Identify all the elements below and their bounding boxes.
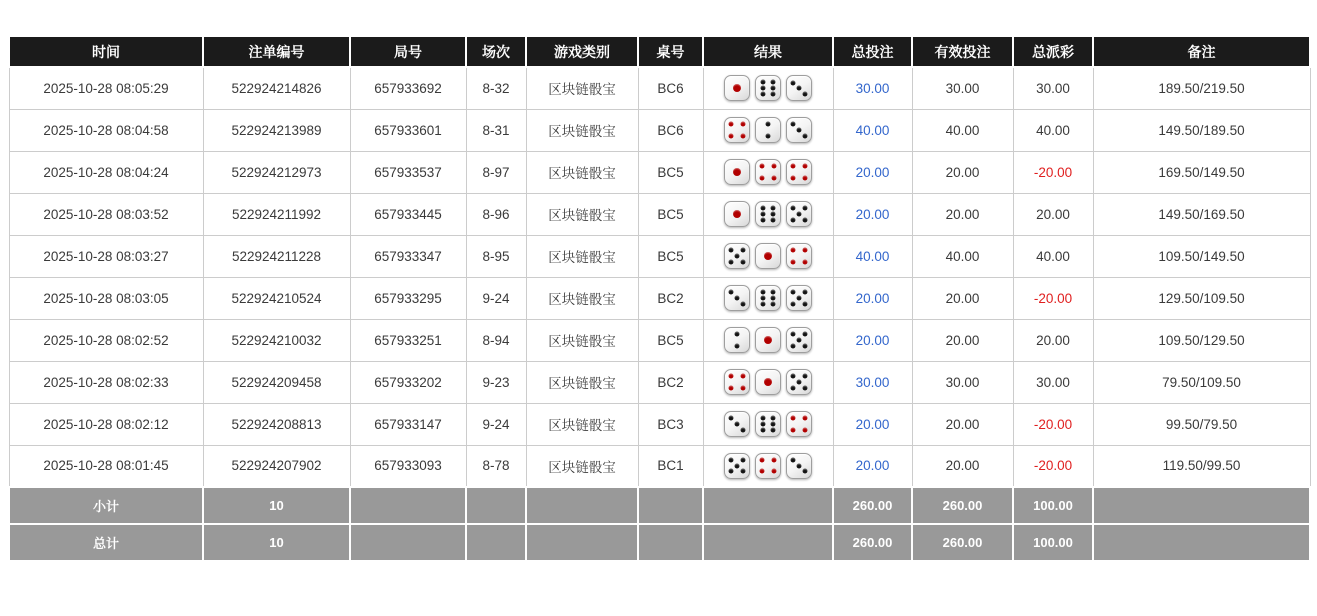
bet-no-cell: 522924211228: [203, 235, 350, 277]
subtotal-valid-bet: 260.00: [912, 487, 1013, 524]
valid-bet-cell: 20.00: [912, 277, 1013, 319]
game-type-cell: 区块链骰宝: [526, 403, 638, 445]
total-bet-cell[interactable]: 20.00: [833, 277, 912, 319]
col-header-result: 结果: [703, 36, 833, 67]
bet-no-cell: 522924210032: [203, 319, 350, 361]
round-no-cell: 657933445: [350, 193, 466, 235]
round-no-cell: 657933692: [350, 67, 466, 109]
remark-cell: 109.50/129.50: [1093, 319, 1310, 361]
col-header-valid-bet: 有效投注: [912, 36, 1013, 67]
payout-cell: 40.00: [1013, 235, 1093, 277]
game-type-cell: 区块链骰宝: [526, 361, 638, 403]
subtotal-payout: 100.00: [1013, 487, 1093, 524]
dice-result: [724, 369, 812, 395]
game-type-cell: 区块链骰宝: [526, 445, 638, 487]
die-3-icon: [786, 117, 812, 143]
payout-cell: -20.00: [1013, 151, 1093, 193]
die-1-icon: [724, 159, 750, 185]
bet-records-table: [8, 35, 1311, 562]
session-cell: 8-32: [466, 67, 526, 109]
time-cell: 2025-10-28 08:04:24: [9, 151, 203, 193]
round-no-cell: 657933251: [350, 319, 466, 361]
result-cell: [703, 361, 833, 403]
subtotal-count: 10: [203, 487, 350, 524]
game-type-cell: 区块链骰宝: [526, 151, 638, 193]
total-total-bet: 260.00: [833, 524, 912, 561]
bet-records-panel: [8, 35, 1309, 562]
die-3-icon: [724, 411, 750, 437]
session-cell: 8-78: [466, 445, 526, 487]
result-cell: [703, 319, 833, 361]
result-cell: [703, 109, 833, 151]
die-5-icon: [786, 327, 812, 353]
valid-bet-cell: 30.00: [912, 67, 1013, 109]
bet-no-cell: 522924211992: [203, 193, 350, 235]
col-header-total-bet: 总投注: [833, 36, 912, 67]
table-footer: [9, 487, 1310, 561]
dice-result: [724, 117, 812, 143]
col-header-table-no: 桌号: [638, 36, 703, 67]
die-5-icon: [724, 453, 750, 479]
table-no-cell: BC2: [638, 361, 703, 403]
col-header-remark: 备注: [1093, 36, 1310, 67]
die-5-icon: [786, 369, 812, 395]
bet-no-cell: 522924207902: [203, 445, 350, 487]
time-cell: 2025-10-28 08:03:27: [9, 235, 203, 277]
die-4-icon: [786, 159, 812, 185]
result-cell: [703, 403, 833, 445]
die-1-icon: [724, 75, 750, 101]
table-header: [9, 36, 1310, 67]
payout-cell: -20.00: [1013, 445, 1093, 487]
col-header-session: 场次: [466, 36, 526, 67]
subtotal-label: 小计: [9, 487, 203, 524]
valid-bet-cell: 20.00: [912, 319, 1013, 361]
bet-no-cell: 522924214826: [203, 67, 350, 109]
round-no-cell: 657933347: [350, 235, 466, 277]
table-no-cell: BC5: [638, 151, 703, 193]
dice-result: [724, 453, 812, 479]
session-cell: 8-97: [466, 151, 526, 193]
remark-cell: 79.50/109.50: [1093, 361, 1310, 403]
round-no-cell: 657933601: [350, 109, 466, 151]
time-cell: 2025-10-28 08:02:52: [9, 319, 203, 361]
die-4-icon: [786, 243, 812, 269]
remark-cell: 109.50/149.50: [1093, 235, 1310, 277]
session-cell: 8-31: [466, 109, 526, 151]
session-cell: 8-95: [466, 235, 526, 277]
remark-cell: 189.50/219.50: [1093, 67, 1310, 109]
result-cell: [703, 235, 833, 277]
dice-result: [724, 75, 812, 101]
die-1-icon: [724, 201, 750, 227]
die-6-icon: [755, 75, 781, 101]
total-bet-cell[interactable]: 30.00: [833, 67, 912, 109]
die-4-icon: [724, 117, 750, 143]
die-6-icon: [755, 285, 781, 311]
table-row: [9, 235, 1310, 277]
payout-cell: 30.00: [1013, 67, 1093, 109]
total-label: 总计: [9, 524, 203, 561]
result-cell: [703, 193, 833, 235]
die-6-icon: [755, 201, 781, 227]
dice-result: [724, 159, 812, 185]
valid-bet-cell: 40.00: [912, 235, 1013, 277]
total-bet-cell[interactable]: 20.00: [833, 193, 912, 235]
subtotal-total-bet: 260.00: [833, 487, 912, 524]
remark-cell: 119.50/99.50: [1093, 445, 1310, 487]
result-cell: [703, 445, 833, 487]
time-cell: 2025-10-28 08:02:12: [9, 403, 203, 445]
col-header-payout: 总派彩: [1013, 36, 1093, 67]
die-4-icon: [755, 159, 781, 185]
subtotal-row: [9, 487, 1310, 524]
die-2-icon: [755, 117, 781, 143]
game-type-cell: 区块链骰宝: [526, 67, 638, 109]
valid-bet-cell: 20.00: [912, 403, 1013, 445]
dice-result: [724, 285, 812, 311]
session-cell: 8-94: [466, 319, 526, 361]
dice-result: [724, 201, 812, 227]
game-type-cell: 区块链骰宝: [526, 235, 638, 277]
round-no-cell: 657933093: [350, 445, 466, 487]
table-no-cell: BC6: [638, 67, 703, 109]
payout-cell: -20.00: [1013, 277, 1093, 319]
total-row: [9, 524, 1310, 561]
col-header-round-no: 局号: [350, 36, 466, 67]
total-count: 10: [203, 524, 350, 561]
payout-cell: 20.00: [1013, 193, 1093, 235]
dice-result: [724, 411, 812, 437]
time-cell: 2025-10-28 08:01:45: [9, 445, 203, 487]
total-bet-cell[interactable]: 20.00: [833, 151, 912, 193]
session-cell: 8-96: [466, 193, 526, 235]
die-2-icon: [724, 327, 750, 353]
total-payout: 100.00: [1013, 524, 1093, 561]
session-cell: 9-24: [466, 403, 526, 445]
table-row: [9, 361, 1310, 403]
table-row: [9, 109, 1310, 151]
die-4-icon: [724, 369, 750, 395]
table-row: [9, 193, 1310, 235]
session-cell: 9-24: [466, 277, 526, 319]
round-no-cell: 657933295: [350, 277, 466, 319]
total-bet-cell[interactable]: 30.00: [833, 361, 912, 403]
game-type-cell: 区块链骰宝: [526, 193, 638, 235]
die-3-icon: [724, 285, 750, 311]
table-no-cell: BC1: [638, 445, 703, 487]
die-5-icon: [786, 201, 812, 227]
result-cell: [703, 67, 833, 109]
dice-result: [724, 243, 812, 269]
table-row: [9, 151, 1310, 193]
game-type-cell: 区块链骰宝: [526, 109, 638, 151]
round-no-cell: 657933202: [350, 361, 466, 403]
dice-result: [724, 327, 812, 353]
result-cell: [703, 277, 833, 319]
time-cell: 2025-10-28 08:05:29: [9, 67, 203, 109]
bet-no-cell: 522924208813: [203, 403, 350, 445]
valid-bet-cell: 30.00: [912, 361, 1013, 403]
remark-cell: 99.50/79.50: [1093, 403, 1310, 445]
session-cell: 9-23: [466, 361, 526, 403]
total-valid-bet: 260.00: [912, 524, 1013, 561]
table-no-cell: BC5: [638, 235, 703, 277]
table-no-cell: BC2: [638, 277, 703, 319]
bet-no-cell: 522924210524: [203, 277, 350, 319]
die-4-icon: [786, 411, 812, 437]
game-type-cell: 区块链骰宝: [526, 277, 638, 319]
col-header-game-type: 游戏类别: [526, 36, 638, 67]
round-no-cell: 657933147: [350, 403, 466, 445]
die-6-icon: [755, 411, 781, 437]
total-bet-cell[interactable]: 20.00: [833, 445, 912, 487]
total-bet-cell[interactable]: 40.00: [833, 235, 912, 277]
total-bet-cell[interactable]: 40.00: [833, 109, 912, 151]
die-5-icon: [724, 243, 750, 269]
round-no-cell: 657933537: [350, 151, 466, 193]
time-cell: 2025-10-28 08:02:33: [9, 361, 203, 403]
die-1-icon: [755, 327, 781, 353]
game-type-cell: 区块链骰宝: [526, 319, 638, 361]
time-cell: 2025-10-28 08:03:52: [9, 193, 203, 235]
bet-no-cell: 522924213989: [203, 109, 350, 151]
remark-cell: 169.50/149.50: [1093, 151, 1310, 193]
total-bet-cell[interactable]: 20.00: [833, 319, 912, 361]
time-cell: 2025-10-28 08:03:05: [9, 277, 203, 319]
payout-cell: -20.00: [1013, 403, 1093, 445]
table-no-cell: BC5: [638, 193, 703, 235]
table-row: [9, 67, 1310, 109]
col-header-bet-no: 注单编号: [203, 36, 350, 67]
die-3-icon: [786, 453, 812, 479]
total-bet-cell[interactable]: 20.00: [833, 403, 912, 445]
valid-bet-cell: 20.00: [912, 151, 1013, 193]
table-no-cell: BC5: [638, 319, 703, 361]
die-4-icon: [755, 453, 781, 479]
die-5-icon: [786, 285, 812, 311]
remark-cell: 149.50/169.50: [1093, 193, 1310, 235]
table-row: [9, 403, 1310, 445]
table-row: [9, 445, 1310, 487]
die-3-icon: [786, 75, 812, 101]
valid-bet-cell: 20.00: [912, 193, 1013, 235]
time-cell: 2025-10-28 08:04:58: [9, 109, 203, 151]
bet-no-cell: 522924209458: [203, 361, 350, 403]
valid-bet-cell: 20.00: [912, 445, 1013, 487]
table-body: [9, 67, 1310, 487]
table-no-cell: BC6: [638, 109, 703, 151]
table-no-cell: BC3: [638, 403, 703, 445]
col-header-time: 时间: [9, 36, 203, 67]
table-row: [9, 319, 1310, 361]
die-1-icon: [755, 369, 781, 395]
payout-cell: 40.00: [1013, 109, 1093, 151]
remark-cell: 149.50/189.50: [1093, 109, 1310, 151]
die-1-icon: [755, 243, 781, 269]
payout-cell: 20.00: [1013, 319, 1093, 361]
table-row: [9, 277, 1310, 319]
result-cell: [703, 151, 833, 193]
payout-cell: 30.00: [1013, 361, 1093, 403]
bet-no-cell: 522924212973: [203, 151, 350, 193]
valid-bet-cell: 40.00: [912, 109, 1013, 151]
remark-cell: 129.50/109.50: [1093, 277, 1310, 319]
